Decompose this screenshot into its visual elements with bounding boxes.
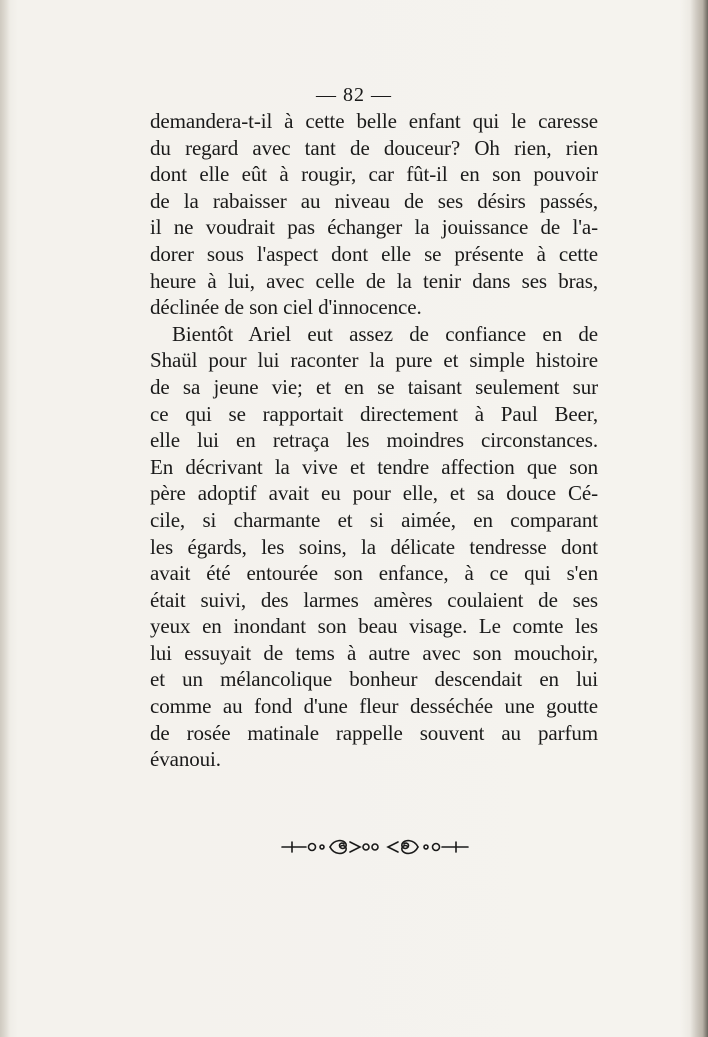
page-binding-edge — [690, 0, 708, 1037]
text-line: de la rabaisser au niveau de ses désirs passés, — [150, 188, 598, 213]
text-line: cile, si charmante et si aimée, en comparant — [150, 507, 598, 532]
text-line: ce qui se rapportait directement à Paul Beer, — [150, 401, 598, 426]
text-line: Bientôt Ariel eut assez de confiance en de — [172, 321, 598, 346]
text-line: était suivi, des larmes amères coulaient de ses — [150, 587, 598, 612]
text-line: elle lui en retraça les moindres circonstances. — [150, 428, 598, 453]
text-line: comme au fond d'une fleur desséchée une goutte — [150, 694, 598, 719]
text-line: dorer sous l'aspect dont elle se présente à cette — [150, 241, 598, 266]
text-line: les égards, les soins, la délicate tendresse dont — [150, 534, 598, 559]
text-line: avait été entourée son enfance, à ce qui s'en — [150, 561, 598, 586]
text-line: yeux en inondant son beau visage. Le comte les — [150, 614, 598, 639]
text-line: Shaül pour lui raconter la pure et simple histoire — [150, 348, 598, 373]
text-line: évanoui. — [150, 747, 221, 772]
text-line: de rosée matinale rappelle souvent au parfum — [150, 720, 598, 745]
body-text — [150, 108, 598, 773]
text-line: lui essuyait de tems à autre avec son mouchoir, — [150, 640, 598, 665]
page-left-edge — [0, 0, 10, 1037]
text-line: heure à lui, avec celle de la tenir dans ses bras, — [150, 268, 598, 293]
text-line: dont elle eût à rougir, car fût-il en son pouvoir — [150, 162, 598, 187]
fleuron-ornament-icon — [280, 834, 470, 860]
text-line: En décrivant la vive et tendre affection que son — [150, 454, 598, 479]
page-number: — 82 — — [316, 84, 392, 106]
text-line: déclinée de son ciel d'innocence. — [150, 295, 422, 320]
text-line: père adoptif avait eu pour elle, et sa douce Cé- — [150, 481, 598, 506]
text-line: et un mélancolique bonheur descendait en lui — [150, 667, 598, 692]
text-line: demandera-t-il à cette belle enfant qui le caresse — [150, 109, 598, 133]
text-line: du regard avec tant de douceur? Oh rien, rien — [150, 135, 598, 160]
text-line: il ne voudrait pas échanger la jouissance de l'a- — [150, 215, 598, 240]
text-line: de sa jeune vie; et en se taisant seulement sur — [150, 374, 598, 399]
